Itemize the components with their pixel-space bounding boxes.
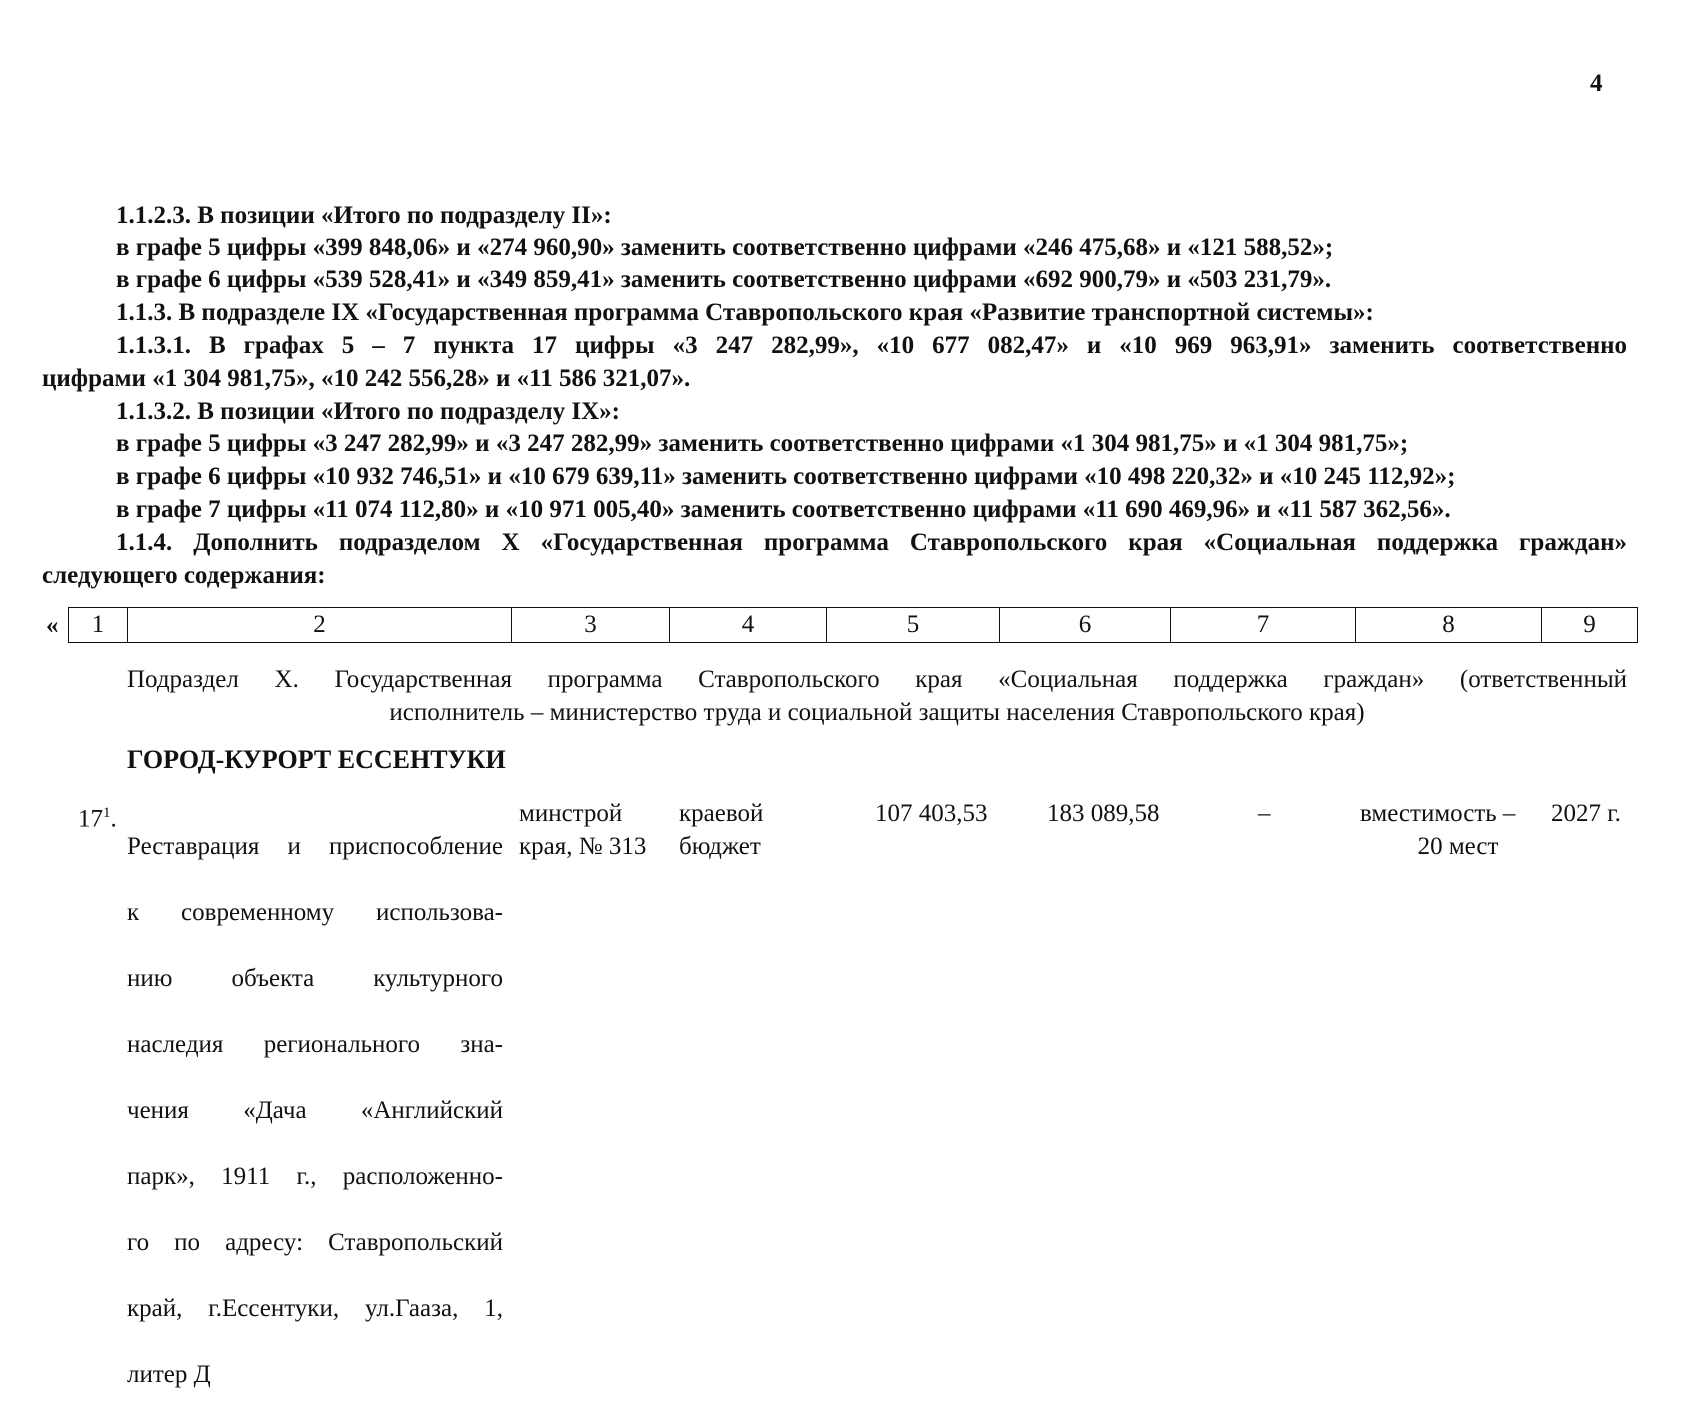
city-heading: ГОРОД-КУРОРТ ЕССЕНТУКИ <box>127 745 506 774</box>
page-number: 4 <box>1590 70 1603 97</box>
subsection-title-line-1: Подраздел X. Государственная программа Ставропольского края «Социальная поддержка граждан» (ответственный <box>127 666 1627 693</box>
paragraph-1-1-3-1-cont: цифрами «1 304 981,75», «10 242 556,28» и «11 586 321,07». <box>42 365 691 392</box>
row-number: $17^1$. <box>78 805 117 833</box>
column-numbers-row <box>69 608 1638 643</box>
row-number-main: 17 <box>78 805 103 833</box>
column-number: 1 <box>69 608 128 643</box>
table-open-quote: « <box>46 612 59 639</box>
paragraph-col6-replace: в графе 6 цифры «539 528,41» и «349 859,41» заменить соответственно цифрами «692 900,79» и «503 231,79». <box>116 266 1332 293</box>
column-number: 7 <box>1171 608 1356 643</box>
paragraph-1-1-3: 1.1.3. В подразделе IX «Государственная программа Ставропольского края «Развитие транспортной системы»: <box>116 299 1374 326</box>
subsection-title-line-2: исполнитель – министерство труда и социальной защиты населения Ставропольского края) <box>389 699 1365 726</box>
paragraph-ix-col5: в графе 5 цифры «3 247 282,99» и «3 247 282,99» заменить соответственно цифрами «1 304 981,75» и «1 304 981,75»; <box>116 430 1409 457</box>
paragraph-1-1-4: 1.1.4. Дополнить подразделом X «Государственная программа Ставропольского края «Социальная поддержка граждан» <box>116 529 1627 556</box>
row-name-line: го по адресу: Ставропольский <box>127 1229 503 1256</box>
paragraph-ix-col6: в графе 6 цифры «10 932 746,51» и «10 679 639,11» заменить соответственно цифрами «10 498 220,32» и «10 245 112,92»; <box>116 463 1456 490</box>
column-number: 2 <box>128 608 512 643</box>
row-col3-line-1: минстрой <box>519 800 623 827</box>
row-col6-value: 183 089,58 <box>1047 800 1160 827</box>
row-col8-line-1: вместимость – <box>1360 800 1516 827</box>
column-number: 9 <box>1542 608 1638 643</box>
column-number: 4 <box>670 608 827 643</box>
paragraph-1-1-3-1: 1.1.3.1. В графах 5 – 7 пункта 17 цифры «3 247 282,99», «10 677 082,47» и «10 969 963,91» заменить соответственно <box>116 332 1627 359</box>
paragraph-1-1-3-2: 1.1.3.2. В позиции «Итого по подразделу IX»: <box>116 398 620 425</box>
row-object-name <box>127 797 503 1424</box>
column-number: 3 <box>512 608 670 643</box>
row-name-line: наследия регионального зна- <box>127 1031 503 1058</box>
column-number: 6 <box>1000 608 1171 643</box>
row-col5-value: 107 403,53 <box>875 800 988 827</box>
subsection-title <box>127 663 1627 729</box>
row-col4-line-1: краевой <box>679 800 764 827</box>
paragraph-ix-col7: в графе 7 цифры «11 074 112,80» и «10 971 005,40» заменить соответственно цифрами «11 690 469,96» и «11 587 362,56». <box>116 496 1451 523</box>
row-col4-line-2: бюджет <box>679 833 761 860</box>
row-name-line: нию объекта культурного <box>127 965 503 992</box>
row-name-line: край, г.Ессентуки, ул.Гааза, 1, <box>127 1295 503 1322</box>
row-col9-year: 2027 г. <box>1551 800 1621 827</box>
paragraph-1-1-2-3: 1.1.2.3. В позиции «Итого по подразделу II»: <box>116 202 612 229</box>
row-name-line: парк», 1911 г., расположенно- <box>127 1163 503 1190</box>
column-number: 8 <box>1356 608 1542 643</box>
row-name-line: к современному использова- <box>127 899 503 926</box>
row-name-line: литер Д <box>127 1361 211 1388</box>
row-col8-capacity <box>1360 797 1556 863</box>
row-col8-line-2: 20 мест <box>1417 833 1499 860</box>
row-number-sup: 1 <box>103 805 111 821</box>
row-col3-line-2: края, № 313 <box>519 833 647 860</box>
row-col3-customer <box>519 797 646 863</box>
row-col7-value: – <box>1258 800 1271 827</box>
row-col4-source <box>679 797 763 863</box>
column-number: 5 <box>827 608 1000 643</box>
row-name-line: чения «Дача «Английский <box>127 1097 503 1124</box>
row-name-line: Реставрация и приспособление <box>127 833 503 860</box>
paragraph-col5-replace: в графе 5 цифры «399 848,06» и «274 960,90» заменить соответственно цифрами «246 475,68» и «121 588,52»; <box>116 234 1334 261</box>
column-numbers-table <box>68 607 1638 643</box>
paragraph-1-1-4-cont: следующего содержания: <box>42 562 326 589</box>
